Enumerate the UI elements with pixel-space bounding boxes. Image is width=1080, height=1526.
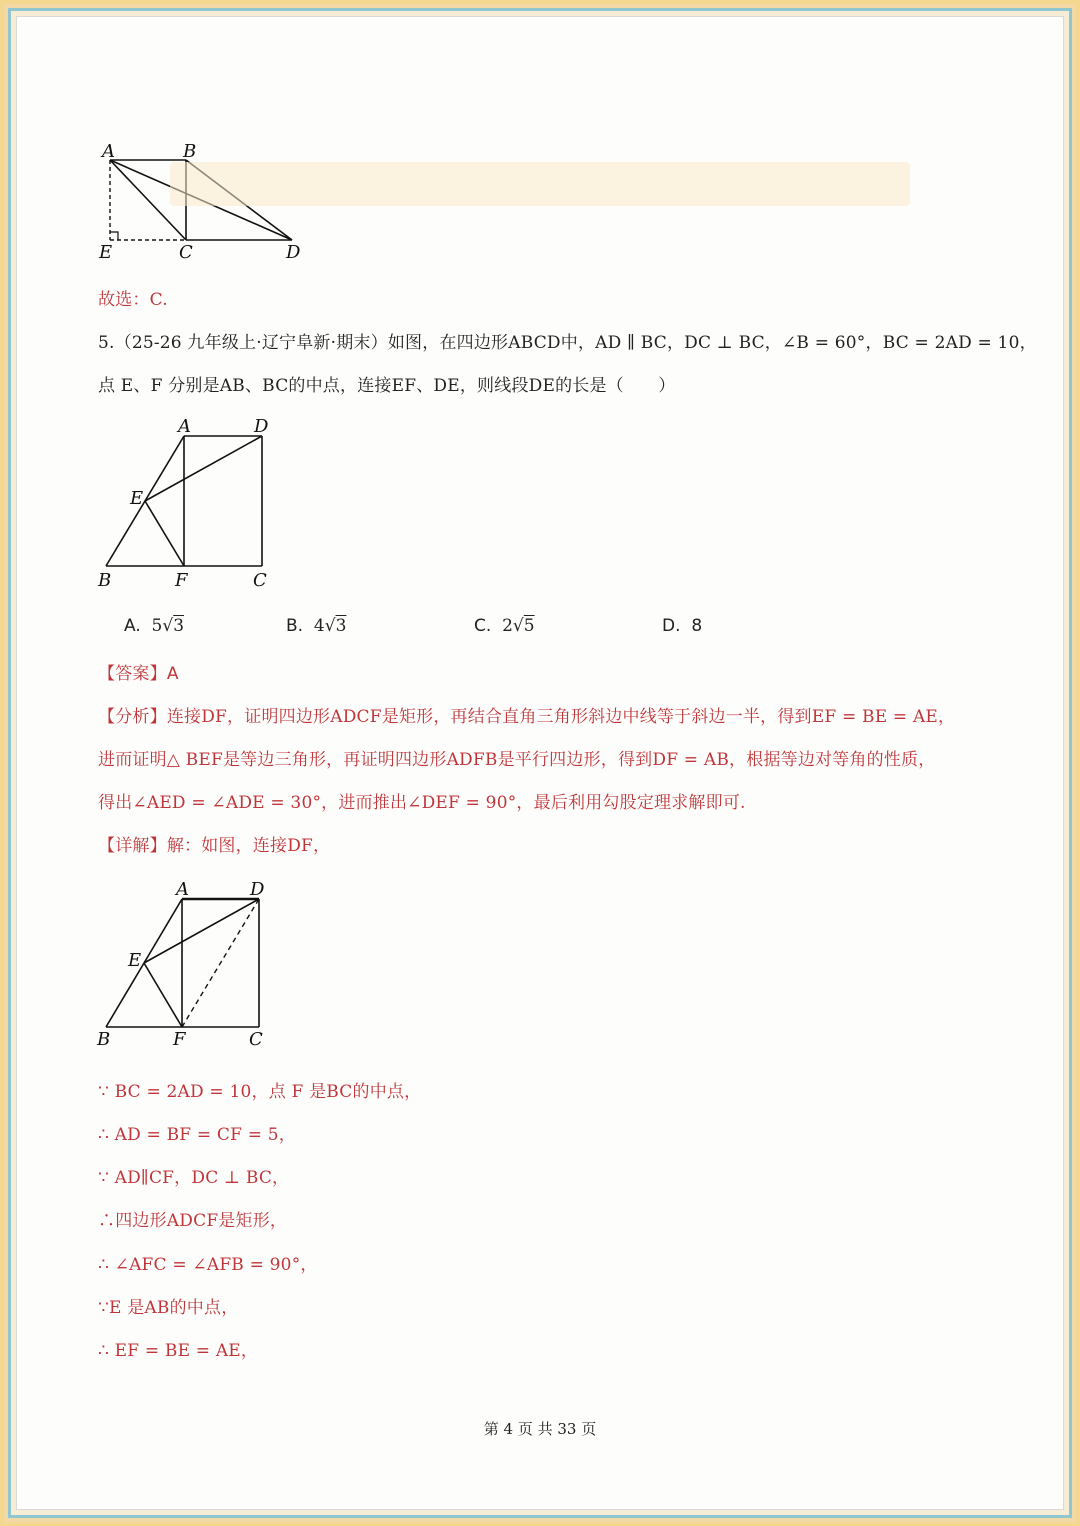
option-d-value: 8 [691, 616, 703, 636]
fig3-label-e: E [128, 950, 142, 971]
detail-tag: 【详解】 [98, 836, 167, 856]
option-d-letter: D. [662, 616, 681, 636]
option-a-letter: A. [124, 616, 141, 636]
option-c-coef: 2 [502, 616, 513, 636]
scan-glare [170, 162, 910, 206]
fig1-label-d: D [286, 242, 301, 263]
question-5-line-2: 点 E、F 分别是AB、BC的中点，连接EF、DE，则线段DE的长是（ ） [98, 376, 676, 396]
question-5-line-1: 5.（25-26 九年级上·辽宁阜新·期末）如图，在四边形ABCD中，AD ∥ BC，DC ⊥ BC，∠B = 60°，BC = 2AD = 10， [98, 333, 1037, 353]
option-c-letter: C. [474, 616, 492, 636]
option-c: C. 2√5 [474, 616, 535, 636]
option-a-radicand: 3 [173, 616, 185, 636]
page-footer: 第 4 页 共 33 页 [483, 1420, 597, 1438]
option-b-coef: 4 [313, 616, 325, 636]
solution-step: ∵E 是AB的中点， [98, 1298, 239, 1318]
option-b: B. 4√3 [286, 616, 347, 636]
solution-step: ∴ ∠AFC = ∠AFB = 90°， [98, 1255, 318, 1275]
fig2-label-a: A [178, 416, 191, 437]
option-b-letter: B. [286, 616, 304, 636]
answer-tag: 【答案】 [98, 664, 167, 684]
option-a-coef: 5 [151, 616, 163, 636]
fig2-label-e: E [130, 488, 144, 509]
figure-solution [94, 876, 280, 1052]
fig3-label-d: D [250, 879, 265, 900]
answer-line [98, 659, 179, 684]
answer-value: A [166, 664, 179, 684]
solution-step: ∵ AD∥CF，DC ⊥ BC， [98, 1168, 290, 1188]
fig3-label-f: F [173, 1029, 186, 1050]
solution-step: ∵ BC = 2AD = 10，点 F 是BC的中点， [98, 1082, 422, 1102]
fig3-label-a: A [176, 879, 189, 900]
fig1-label-a: A [102, 141, 115, 162]
previous-answer: 故选：C. [98, 290, 168, 310]
solution-step: ∴ AD = BF = CF = 5， [98, 1125, 296, 1145]
fig2-label-b: B [98, 570, 112, 591]
detail-line [98, 831, 330, 856]
fig2-label-c: C [253, 570, 267, 591]
option-d [662, 616, 702, 636]
fig1-label-e: E [99, 242, 113, 263]
option-a: A. 5√3 [124, 616, 185, 636]
analysis-line-3: 得出∠AED = ∠ADE = 30°，进而推出∠DEF = 90°，最后利用勾股定理求解即可. [98, 793, 746, 813]
fig3-label-b: B [97, 1029, 111, 1050]
solution-step: ∴ EF = BE = AE， [98, 1341, 259, 1361]
analysis-line-2: 进而证明△ BEF是等边三角形，再证明四边形ADFB是平行四边形，得到DF = AB，根据等边对等角的性质， [98, 750, 936, 770]
fig3-label-c: C [249, 1029, 263, 1050]
fig1-label-b: B [183, 141, 197, 162]
option-b-radicand: 3 [335, 616, 347, 636]
fig2-label-f: F [175, 570, 188, 591]
analysis-tag: 【分析】 [98, 707, 167, 727]
fig2-label-d: D [254, 416, 269, 437]
option-c-radicand: 5 [523, 616, 535, 636]
analysis-text-1: 连接DF，证明四边形ADCF是矩形，再结合直角三角形斜边中线等于斜边一半，得到EF = BE = AE， [166, 707, 956, 727]
fig1-label-c: C [179, 242, 193, 263]
detail-intro: 解：如图，连接DF， [166, 836, 331, 856]
figure-question-5 [96, 412, 282, 592]
analysis-line-1 [98, 702, 955, 727]
solution-step: ∴四边形ADCF是矩形， [98, 1211, 288, 1231]
